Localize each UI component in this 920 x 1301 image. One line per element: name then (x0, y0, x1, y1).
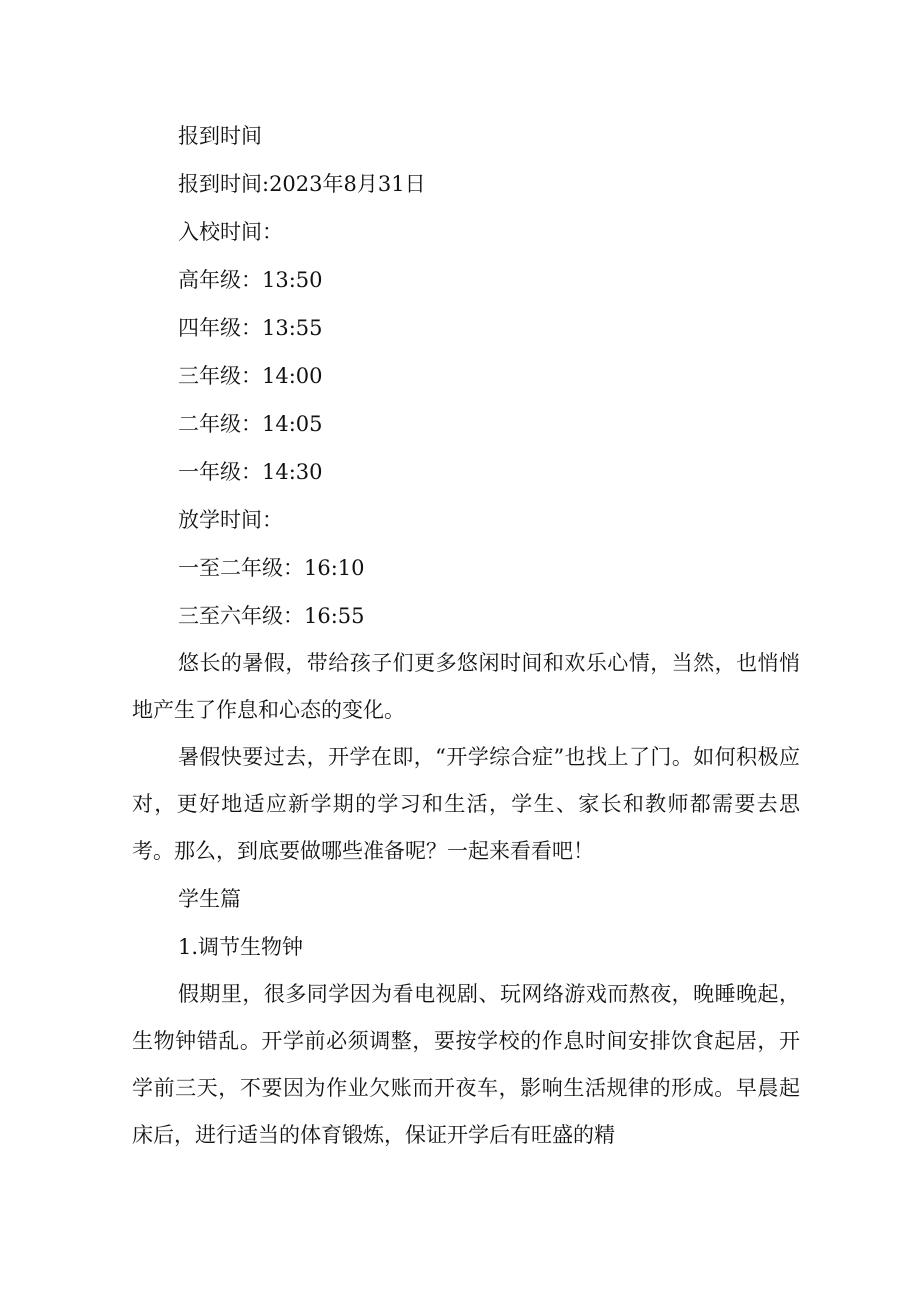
paragraph-biological-clock: 假期里，很多同学因为看电视剧、玩网络游戏而熬夜，晚睡晚起，生物钟错乱。开学前必须调整，要按学校的作息时间安排饮食起居，开学前三天，不要因为作业欠账而开夜车，影响生活规律的形成。早晨起床后，进行适当的体育锻炼，保证开学后有旺盛的精 (132, 982, 800, 1147)
subsection-title-biological-clock: 1.调节生物钟 (178, 935, 304, 959)
entry-time-grade-3: 三年级：14:00 (178, 364, 323, 388)
entry-time-senior: 高年级：13:50 (178, 268, 323, 292)
entry-time-grade-4: 四年级：13:55 (178, 316, 323, 340)
entry-time-grade-2: 二年级：14:05 (178, 412, 323, 436)
entry-time-label: 入校时间： (178, 220, 283, 244)
section-title-students: 学生篇 (178, 887, 241, 911)
dismissal-time-grades-1-2: 一至二年级：16:10 (178, 556, 365, 580)
entry-time-grade-1: 一年级：14:30 (178, 460, 323, 484)
document-body (132, 112, 800, 1159)
dismissal-time-label: 放学时间： (178, 508, 283, 532)
paragraph-school-syndrome: 暑假快要过去，开学在即，“开学综合症”也找上了门。如何积极应对，更好地适应新学期的学习和生活，学生、家长和教师都需要去思考。那么，到底要做哪些准备呢？一起来看看吧！ (132, 745, 800, 863)
heading-report-time: 报到时间 (178, 124, 262, 148)
dismissal-time-grades-3-6: 三至六年级：16:55 (178, 604, 365, 628)
paragraph-summer-intro: 悠长的暑假，带给孩子们更多悠闲时间和欢乐心情，当然，也悄悄地产生了作息和心态的变化。 (132, 651, 800, 722)
report-date-line: 报到时间:2023年8月31日 (178, 172, 426, 196)
